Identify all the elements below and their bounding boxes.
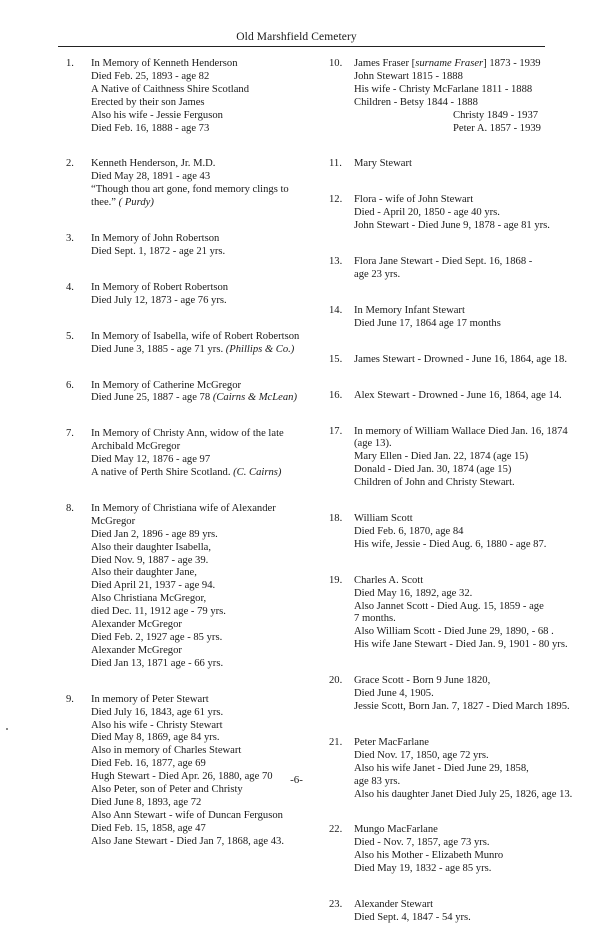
entry-line: Also in memory of Charles Stewart xyxy=(91,745,242,757)
entry-line: Died - Nov. 7, 1857, age 73 yrs. xyxy=(354,837,490,849)
cemetery-entry xyxy=(66,58,318,135)
cemetery-entry xyxy=(329,354,569,367)
entry-line: Charles A. Scott xyxy=(354,574,424,586)
entry-number: 20. xyxy=(329,675,343,687)
cemetery-entry xyxy=(329,256,569,282)
entry-number: 12. xyxy=(329,194,343,206)
entry-line: McGregor xyxy=(91,515,136,527)
entry-line: Died July 16, 1843, age 61 yrs. xyxy=(91,706,224,718)
entry-number: 22. xyxy=(329,824,343,836)
entry-line: John Stewart 1815 - 1888 xyxy=(354,70,463,82)
entry-line: Died Feb. 16, 1877, age 69 xyxy=(91,758,206,770)
entry-line: Alexander McGregor xyxy=(91,619,182,631)
cemetery-entry xyxy=(66,694,318,849)
entry-line: Also their daughter Isabella, xyxy=(91,541,212,553)
entry-line: Also Peter, son of Peter and Christy xyxy=(91,784,243,796)
entry-line: In Memory of Isabella, wife of Robert Robertson xyxy=(91,330,300,342)
entry-line: Died Feb. 25, 1893 - age 82 xyxy=(91,70,210,82)
cemetery-entry xyxy=(329,305,569,331)
entry-line: In Memory of John Robertson xyxy=(91,233,220,245)
entry-line: In Memory of Robert Robertson xyxy=(91,281,229,293)
entry-line: Hugh Stewart - Died Apr. 26, 1880, age 70 xyxy=(91,771,273,783)
cemetery-entry xyxy=(329,575,569,652)
entry-line: Died May 12, 1876 - age 97 xyxy=(91,454,211,466)
entry-line: Also Ann Stewart - wife of Duncan Ferguson xyxy=(91,809,283,821)
entry-number: 14. xyxy=(329,304,343,316)
entry-number: 1. xyxy=(66,58,74,69)
entry-line: His wife - Christy McFarlane 1811 - 1888 xyxy=(354,83,533,95)
entry-line: Alexander McGregor xyxy=(91,644,182,656)
entry-line: Died - April 20, 1850 - age 40 yrs. xyxy=(354,207,500,219)
entry-number: 18. xyxy=(329,513,343,525)
cemetery-entry xyxy=(66,158,318,210)
entry-line: Died Jan 2, 1896 - age 89 yrs. xyxy=(91,528,218,540)
entry-line: Also Jane Stewart - Died Jan 7, 1868, age 43. xyxy=(91,835,284,847)
entry-line: James Stewart - Drowned - June 16, 1864, age 18. xyxy=(354,353,568,365)
entry-number: 15. xyxy=(329,353,343,365)
entry-line: In Memory of Kenneth Henderson xyxy=(91,58,238,69)
entry-line: Died Nov. 17, 1850, age 72 yrs. xyxy=(354,749,489,761)
entry-number: 23. xyxy=(329,899,343,911)
entry-line: Archibald McGregor xyxy=(91,441,181,453)
entry-number: 6. xyxy=(66,379,74,391)
entry-number: 4. xyxy=(66,281,74,293)
entry-line: Died Feb. 2, 1927 age - 85 yrs. xyxy=(91,632,223,643)
entry-line: In Memory Infant Stewart xyxy=(354,304,465,316)
entry-line: Died Feb. 6, 1870, age 84 xyxy=(354,525,464,537)
entry-number: 10. xyxy=(329,58,343,69)
entry-line: Also his Mother - Elizabeth Munro xyxy=(354,850,504,862)
entry-line: 7 months. xyxy=(354,613,396,625)
entry-line: Died April 21, 1937 - age 94. xyxy=(91,580,216,592)
entry-line: Died May 16, 1892, age 32. xyxy=(354,587,473,599)
cemetery-entry xyxy=(329,158,569,171)
entry-line: Christy 1849 - 1937 xyxy=(453,109,539,121)
cemetery-entry xyxy=(329,390,569,403)
entry-line: His wife, Jessie - Died Aug. 6, 1880 - age 87. xyxy=(354,538,547,550)
entry-number: 7. xyxy=(66,428,74,440)
entry-line: Died May 8, 1869, age 84 yrs. xyxy=(91,732,220,744)
entry-line: Died Sept. 4, 1847 - 54 yrs. xyxy=(354,911,471,923)
entry-line: Died June 17, 1864 age 17 months xyxy=(354,317,501,329)
entry-line: Peter MacFarlane xyxy=(354,736,430,748)
entry-line: His wife Jane Stewart - Died Jan. 9, 1901 - 80 yrs. xyxy=(354,639,568,651)
entry-line: Grace Scott - Born 9 June 1820, xyxy=(354,675,491,687)
entry-line: Flora - wife of John Stewart xyxy=(354,194,474,206)
entry-line: Also his daughter Janet Died July 25, 1826, age 13. xyxy=(354,788,573,800)
entry-line: age 83 yrs. xyxy=(354,775,401,787)
entry-line: “Though thou art gone, fond memory clings to xyxy=(91,184,289,196)
entry-line: Kenneth Henderson, Jr. M.D. xyxy=(91,158,216,170)
entry-line: Peter A. 1857 - 1939 xyxy=(453,122,541,134)
cemetery-entry xyxy=(329,736,573,802)
entry-line: William Scott xyxy=(354,513,413,525)
cemetery-entry xyxy=(329,426,569,491)
entry-number: 8. xyxy=(66,502,74,514)
entry-line: Children - Betsy 1844 - 1888 xyxy=(354,96,478,108)
entry-line: In Memory of Christiana wife of Alexander xyxy=(91,502,276,514)
entry-number: 19. xyxy=(329,574,343,586)
entry-line: Children of John and Christy Stewart. xyxy=(354,477,515,489)
entry-line: Died May 19, 1832 - age 85 yrs. xyxy=(354,863,492,875)
cemetery-entry xyxy=(66,380,318,406)
entry-line: Also his wife - Jessie Ferguson xyxy=(91,109,223,121)
entry-line: Died June 3, 1885 - age 71 yrs. (Phillips & Co.) xyxy=(91,343,295,355)
entry-line: Also their daughter Jane, xyxy=(91,567,197,579)
entry-line: A native of Perth Shire Scotland. (C. Cairns) xyxy=(91,467,282,479)
entry-line: Died Sept. 1, 1872 - age 21 yrs. xyxy=(91,245,226,257)
entry-line: Died Jan 13, 1871 age - 66 yrs. xyxy=(91,657,224,669)
entry-line: John Stewart - Died June 9, 1878 - age 81 yrs. xyxy=(354,220,550,232)
entry-number: 13. xyxy=(329,256,343,268)
entry-line: Also his wife Janet - Died June 29, 1858, xyxy=(354,762,529,774)
cemetery-entry xyxy=(329,824,569,876)
entry-line: died Dec. 11, 1912 age - 79 yrs. xyxy=(91,606,226,618)
scan-speck xyxy=(6,728,8,730)
entry-number: 11. xyxy=(329,158,342,170)
entry-line: Erected by their son James xyxy=(91,96,205,108)
page-number: -6- xyxy=(290,774,303,786)
entry-line: Also Christiana McGregor, xyxy=(91,593,207,605)
cemetery-entry xyxy=(66,428,318,480)
entry-line: Jessie Scott, Born Jan. 7, 1827 - Died March 1895. xyxy=(354,701,570,712)
entry-number: 9. xyxy=(66,693,74,705)
entry-line: Also his wife - Christy Stewart xyxy=(91,719,223,731)
cemetery-entry xyxy=(66,282,318,308)
entry-number: 17. xyxy=(329,425,343,437)
header-rule xyxy=(58,46,545,47)
entry-line: Died June 8, 1893, age 72 xyxy=(91,796,202,808)
page-header-title: Old Marshfield Cemetery xyxy=(236,31,357,43)
entry-number: 16. xyxy=(329,389,343,401)
entry-line: Flora Jane Stewart - Died Sept. 16, 1868 - xyxy=(354,256,533,268)
entry-line: Died May 28, 1891 - age 43 xyxy=(91,171,211,183)
cemetery-entry xyxy=(329,58,569,135)
entry-line: Alex Stewart - Drowned - June 16, 1864, age 14. xyxy=(354,389,562,401)
cemetery-entry xyxy=(66,331,318,357)
entry-line: (age 13). xyxy=(354,438,392,450)
entry-line: Died Nov. 9, 1887 - age 39. xyxy=(91,554,209,566)
entry-line: Mary Ellen - Died Jan. 22, 1874 (age 15) xyxy=(354,451,529,463)
entry-line: Died Feb. 15, 1858, age 47 xyxy=(91,822,206,834)
entry-number: 3. xyxy=(66,233,74,245)
entry-line: Died June 25, 1887 - age 78 (Cairns & McLean) xyxy=(91,392,297,404)
entry-line: In memory of Peter Stewart xyxy=(91,693,209,705)
cemetery-entry xyxy=(66,233,318,259)
entry-line: Died Feb. 16, 1888 - age 73 xyxy=(91,122,210,134)
cemetery-entry xyxy=(329,513,569,552)
entry-line: In Memory of Christy Ann, widow of the late xyxy=(91,428,284,440)
entry-line: Died June 4, 1905. xyxy=(354,688,434,700)
entry-line: Alexander Stewart xyxy=(354,899,434,911)
entry-line: age 23 yrs. xyxy=(354,268,401,280)
cemetery-entry xyxy=(329,899,569,925)
entry-number: 21. xyxy=(329,736,343,748)
entry-line: Also William Scott - Died June 29, 1890, - 68 . xyxy=(354,626,554,638)
entry-line: In Memory of Catherine McGregor xyxy=(91,379,242,391)
cemetery-entry xyxy=(329,194,569,233)
entry-line: Mungo MacFarlane xyxy=(354,824,438,836)
entry-line: In memory of William Wallace Died Jan. 16, 1874 xyxy=(354,425,568,437)
entry-number: 5. xyxy=(66,330,74,342)
cemetery-entry xyxy=(66,503,318,671)
cemetery-entry xyxy=(329,675,569,714)
entry-line: Died July 12, 1873 - age 76 yrs. xyxy=(91,294,227,306)
entry-line: Also Jannet Scott - Died Aug. 15, 1859 - age xyxy=(354,600,544,612)
entry-number: 2. xyxy=(66,158,74,170)
entry-line: A Native of Caithness Shire Scotland xyxy=(91,83,250,95)
entry-line: thee.” ( Purdy) xyxy=(91,197,154,209)
entry-line: Mary Stewart xyxy=(354,158,412,170)
entry-line: Donald - Died Jan. 30, 1874 (age 15) xyxy=(354,464,512,476)
right-column xyxy=(329,58,573,925)
left-column xyxy=(66,58,318,849)
entry-line: James Fraser [surname Fraser] 1873 - 1939 xyxy=(354,58,541,69)
